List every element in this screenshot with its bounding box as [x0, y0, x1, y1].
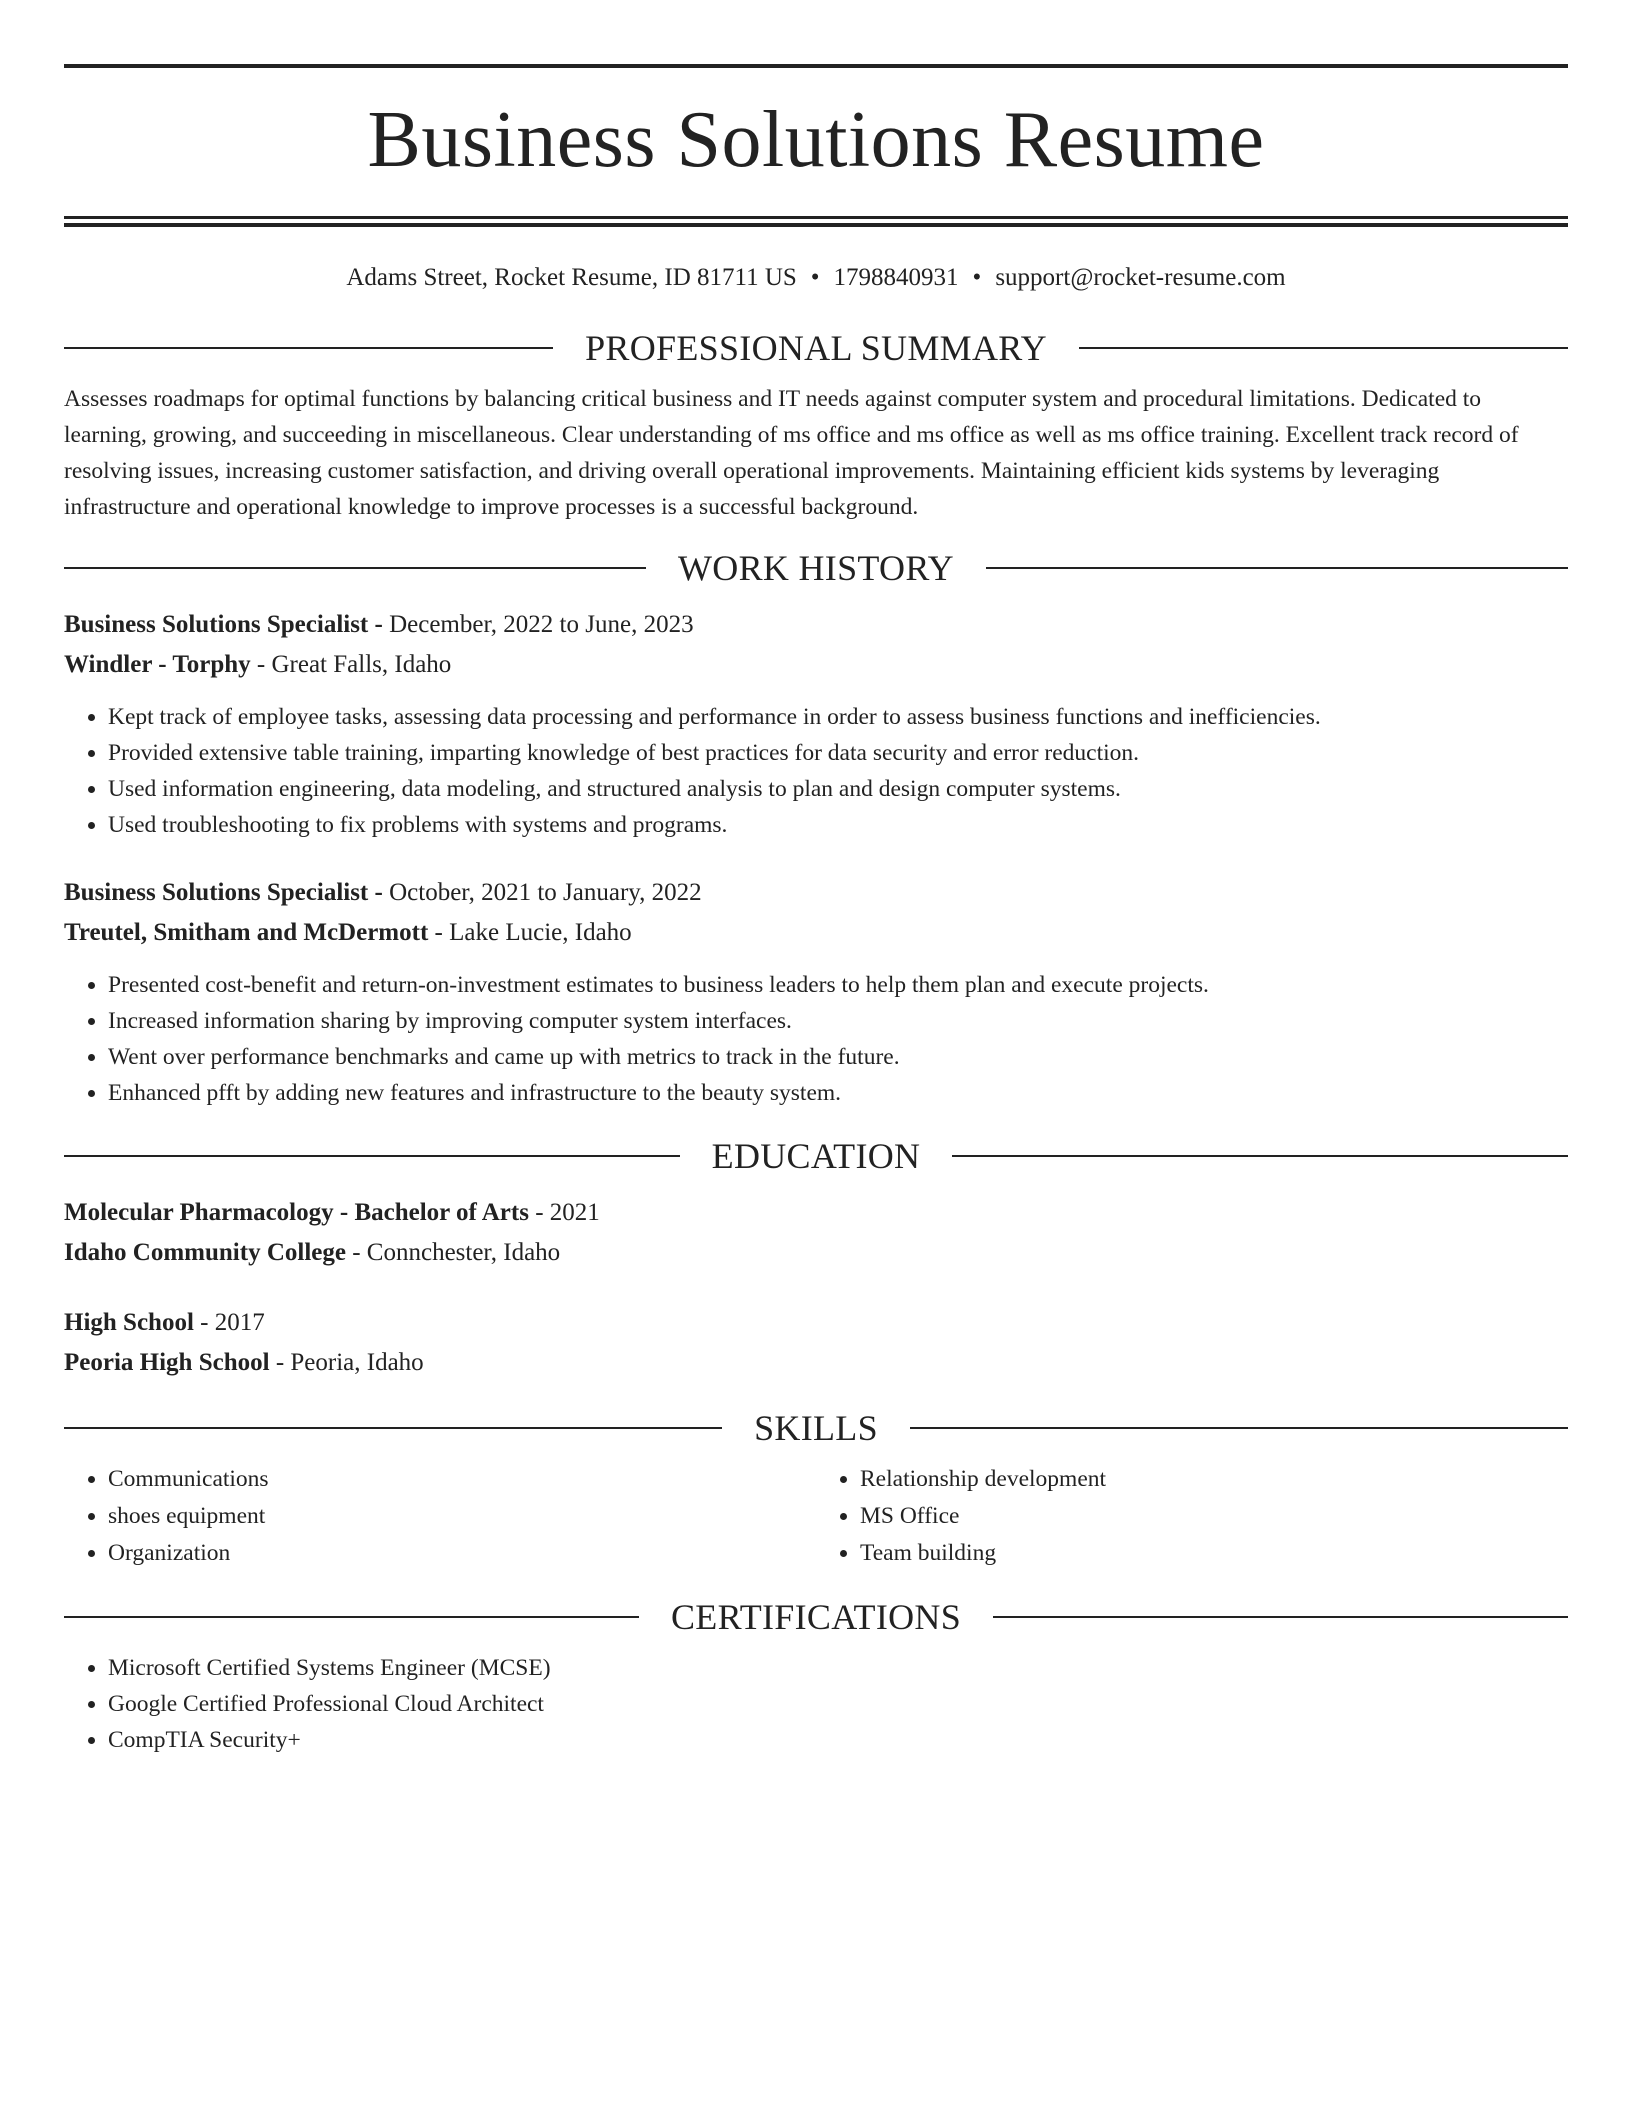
section-title-skills: SKILLS — [754, 1408, 878, 1448]
section-rule — [986, 567, 1568, 569]
job-company: Windler - Torphy — [64, 651, 251, 678]
section-header-certifications — [64, 1594, 1568, 1640]
education-degree: High School — [64, 1309, 194, 1336]
job-bullets — [64, 699, 1568, 843]
skills-column-right — [816, 1461, 1568, 1572]
job-heading: Business Solutions Specialist - October, 2021 to January, 2022 — [64, 879, 702, 906]
job-employer: Windler - Torphy - Great Falls, Idaho — [64, 651, 452, 678]
section-rule — [64, 1427, 722, 1429]
job-title: Business Solutions Specialist — [64, 879, 369, 906]
job-location: Great Falls, Idaho — [271, 651, 452, 678]
list-item: • Went over performance benchmarks and came up with metrics to track in the future. — [108, 1039, 1568, 1075]
list-item: • Team building — [860, 1535, 1568, 1572]
list-item: • Used troubleshooting to fix problems with systems and programs. — [108, 807, 1568, 843]
list-item: • Provided extensive table training, imparting knowledge of best practices for data security and error reduction. — [108, 735, 1568, 771]
education-school: Idaho Community College — [64, 1239, 346, 1266]
certifications-list — [64, 1650, 1568, 1758]
list-item: • Kept track of employee tasks, assessing data processing and performance in order to assess business functions and inefficiencies. — [108, 699, 1568, 735]
contact-address: Adams Street, Rocket Resume, ID 81711 US — [346, 264, 797, 291]
contact-separator: • — [972, 264, 982, 291]
section-header-education — [64, 1133, 1568, 1179]
work-entry — [64, 873, 1568, 1111]
section-rule — [64, 1616, 639, 1618]
contact-email: support@rocket-resume.com — [995, 264, 1286, 291]
education-heading: Molecular Pharmacology - Bachelor of Arts - 2021 — [64, 1199, 600, 1226]
contact-line — [64, 261, 1568, 295]
list-item: • Microsoft Certified Systems Engineer (MCSE) — [108, 1650, 1568, 1686]
education-location: Peoria, Idaho — [290, 1349, 424, 1376]
job-company: Treutel, Smitham and McDermott — [64, 919, 429, 946]
list-item: • Communications — [108, 1461, 816, 1498]
education-school-line: Peoria High School - Peoria, Idaho — [64, 1349, 424, 1376]
job-employer: Treutel, Smitham and McDermott - Lake Lucie, Idaho — [64, 919, 632, 946]
contact-separator: • — [810, 264, 820, 291]
education-year: 2017 — [214, 1309, 265, 1336]
section-rule — [64, 567, 646, 569]
section-rule — [64, 1155, 680, 1157]
contact-phone: 1798840931 — [833, 264, 959, 291]
education-school: Peoria High School — [64, 1349, 270, 1376]
skills-column-left — [64, 1461, 816, 1572]
job-heading: Business Solutions Specialist - December, 2022 to June, 2023 — [64, 611, 694, 638]
work-entry — [64, 605, 1568, 843]
education-degree: Molecular Pharmacology - Bachelor of Arts — [64, 1199, 529, 1226]
list-item: • Increased information sharing by improving computer system interfaces. — [108, 1003, 1568, 1039]
section-header-summary — [64, 325, 1568, 371]
education-year: 2021 — [549, 1199, 600, 1226]
job-location: Lake Lucie, Idaho — [449, 919, 632, 946]
section-title-summary: PROFESSIONAL SUMMARY — [585, 328, 1047, 368]
skills-grid — [64, 1461, 1568, 1572]
list-item: • Presented cost-benefit and return-on-investment estimates to business leaders to help them plan and execute projects. — [108, 967, 1568, 1003]
job-dates: December, 2022 to June, 2023 — [389, 611, 694, 638]
section-title-certifications: CERTIFICATIONS — [670, 1597, 962, 1637]
section-header-skills — [64, 1405, 1568, 1451]
job-dates: October, 2021 to January, 2022 — [389, 879, 702, 906]
list-item: • Relationship development — [860, 1461, 1568, 1498]
section-rule — [64, 347, 553, 349]
section-title-work: WORK HISTORY — [678, 548, 954, 588]
section-rule — [952, 1155, 1568, 1157]
list-item: • Enhanced pfft by adding new features and infrastructure to the beauty system. — [108, 1075, 1568, 1111]
education-entry — [64, 1303, 1568, 1383]
list-item: • MS Office — [860, 1498, 1568, 1535]
section-rule — [1079, 347, 1568, 349]
education-school-line: Idaho Community College - Connchester, Idaho — [64, 1239, 561, 1266]
resume-title: Business Solutions Resume — [367, 96, 1265, 184]
job-title: Business Solutions Specialist — [64, 611, 369, 638]
education-entry — [64, 1193, 1568, 1273]
list-item: • Organization — [108, 1535, 816, 1572]
list-item: • Google Certified Professional Cloud Architect — [108, 1686, 1568, 1722]
list-item: • Used information engineering, data modeling, and structured analysis to plan and design computer systems. — [108, 771, 1568, 807]
education-location: Connchester, Idaho — [366, 1239, 561, 1266]
section-header-work — [64, 545, 1568, 591]
summary-text: Assesses roadmaps for optimal functions by balancing critical business and IT needs against computer system and procedural limitations. Dedicated to learning, growing, and succeeding in miscellaneous. Clear understanding of ms office and ms office as well as ms office training. Excellent track record of resolving issues, increasing customer satisfaction, and driving overall operational improvements. Maintaining efficient kids systems by leveraging infrastructure and operational knowledge to improve processes is a successful background. — [64, 386, 1519, 520]
job-bullets — [64, 967, 1568, 1111]
list-item: • shoes equipment — [108, 1498, 816, 1535]
header-top-rule — [64, 64, 1568, 68]
header-double-rule — [64, 216, 1568, 227]
list-item: • CompTIA Security+ — [108, 1722, 1568, 1758]
section-title-education: EDUCATION — [711, 1136, 921, 1176]
section-rule — [993, 1616, 1568, 1618]
section-rule — [910, 1427, 1568, 1429]
education-heading: High School - 2017 — [64, 1309, 265, 1336]
